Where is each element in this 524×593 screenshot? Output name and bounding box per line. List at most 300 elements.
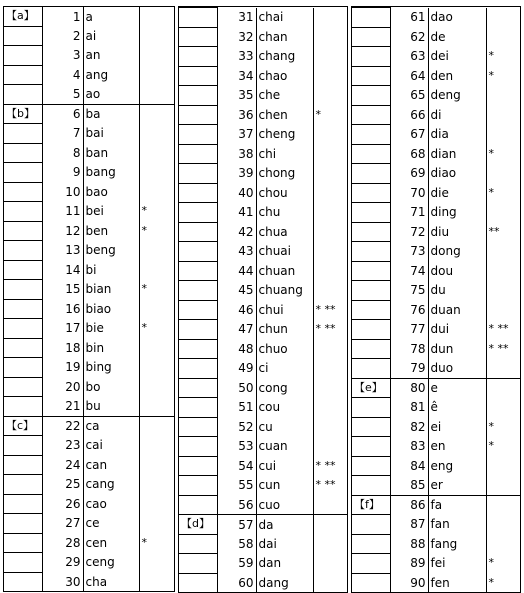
section-label (352, 47, 390, 67)
note-mark (313, 86, 347, 106)
row-number: 70 (390, 183, 428, 203)
pinyin-syllable: dui (428, 320, 486, 340)
table-row (4, 260, 174, 280)
row-number: 29 (42, 553, 83, 573)
note-mark (486, 300, 520, 320)
table-row (352, 27, 520, 47)
section-label (4, 46, 42, 66)
section-label (352, 203, 390, 223)
table-row (4, 143, 174, 163)
table-row (179, 398, 347, 418)
note-mark (486, 378, 520, 398)
row-number: 26 (42, 494, 83, 514)
section-label (352, 339, 390, 359)
pinyin-syllable: fei (428, 554, 486, 574)
section-label (352, 300, 390, 320)
row-number: 81 (390, 398, 428, 418)
table-row (179, 125, 347, 145)
table-row (4, 416, 174, 436)
pinyin-syllable: ca (83, 416, 139, 436)
note-mark: * (315, 107, 321, 121)
note-mark (313, 164, 347, 184)
pinyin-syllable: cheng (256, 125, 313, 145)
section-label (352, 8, 390, 28)
pinyin-syllable: cuan (256, 437, 313, 457)
table-row (4, 104, 174, 124)
table-row (179, 300, 347, 320)
note-mark (313, 534, 347, 554)
section-label (4, 241, 42, 261)
section-label (179, 398, 217, 418)
table-row (4, 7, 174, 26)
row-number: 85 (390, 476, 428, 496)
note-mark (139, 416, 174, 436)
note-mark (313, 378, 347, 398)
note-mark (313, 27, 347, 47)
pinyin-syllable: er (428, 476, 486, 496)
pinyin-syllable: ding (428, 203, 486, 223)
section-label (4, 143, 42, 163)
table-row (352, 554, 520, 574)
table-row (352, 222, 520, 242)
row-number: 57 (217, 515, 256, 535)
table-row (352, 437, 520, 457)
row-number: 86 (390, 495, 428, 515)
row-number: 62 (390, 27, 428, 47)
section-label (179, 320, 217, 340)
note-mark: ** (488, 224, 500, 238)
table-row (4, 202, 174, 222)
table-row (352, 515, 520, 535)
section-label (4, 124, 42, 144)
note-mark (313, 554, 347, 574)
section-label (352, 573, 390, 592)
note-mark (313, 8, 347, 28)
section-label (179, 281, 217, 301)
note-mark (313, 222, 347, 242)
note-mark: * (488, 439, 494, 453)
section-label (4, 260, 42, 280)
row-number: 10 (42, 182, 83, 202)
table-row (352, 476, 520, 496)
pinyin-syllable: bing (83, 358, 139, 378)
note-mark: * ** (315, 458, 336, 472)
table-row (352, 339, 520, 359)
pinyin-syllable: cen (83, 533, 139, 553)
pinyin-syllable: die (428, 183, 486, 203)
section-label (352, 105, 390, 125)
row-number: 33 (217, 47, 256, 67)
note-mark (486, 359, 520, 379)
table-row (4, 85, 174, 105)
pinyin-syllable: dang (256, 573, 313, 592)
note-mark: * (141, 535, 147, 549)
section-label (352, 86, 390, 106)
table-row (179, 515, 347, 535)
pinyin-syllable: bi (83, 260, 139, 280)
pinyin-syllable: chuo (256, 339, 313, 359)
table-row (4, 358, 174, 378)
pinyin-syllable: dao (428, 8, 486, 28)
note-mark (139, 514, 174, 534)
table-row (179, 8, 347, 28)
pinyin-syllable: bu (83, 397, 139, 417)
row-number: 41 (217, 203, 256, 223)
table-row (352, 495, 520, 515)
section-label (352, 320, 390, 340)
pinyin-syllable: ceng (83, 553, 139, 573)
section-label (4, 572, 42, 591)
row-number: 25 (42, 475, 83, 495)
pinyin-syllable: ba (83, 104, 139, 124)
note-mark (486, 27, 520, 47)
row-number: 13 (42, 241, 83, 261)
section-label (352, 144, 390, 164)
table-row (4, 221, 174, 241)
section-label (352, 554, 390, 574)
section-label (4, 26, 42, 46)
table-row (179, 86, 347, 106)
pinyin-syllable: fa (428, 495, 486, 515)
pinyin-syllable: chu (256, 203, 313, 223)
section-label (4, 65, 42, 85)
table-row (352, 398, 520, 418)
table-row (4, 299, 174, 319)
row-number: 78 (390, 339, 428, 359)
row-number: 74 (390, 261, 428, 281)
pinyin-syllable: chan (256, 27, 313, 47)
pinyin-syllable: dun (428, 339, 486, 359)
pinyin-syllable: fen (428, 573, 486, 592)
section-label (4, 163, 42, 183)
pinyin-syllable: duan (428, 300, 486, 320)
note-mark (486, 456, 520, 476)
note-mark (313, 261, 347, 281)
row-number: 18 (42, 338, 83, 358)
pinyin-syllable: beng (83, 241, 139, 261)
row-number: 47 (217, 320, 256, 340)
table-row (352, 261, 520, 281)
section-label (4, 358, 42, 378)
pinyin-syllable: chang (256, 47, 313, 67)
pinyin-syllable: en (428, 437, 486, 457)
row-number: 59 (217, 554, 256, 574)
table-row (352, 300, 520, 320)
row-number: 63 (390, 47, 428, 67)
row-number: 6 (42, 104, 83, 124)
note-mark (486, 495, 520, 515)
row-number: 49 (217, 359, 256, 379)
note-mark (139, 65, 174, 85)
section-label: 【f】 (352, 495, 390, 515)
section-label (179, 222, 217, 242)
pinyin-syllable: chong (256, 164, 313, 184)
section-label (179, 359, 217, 379)
pinyin-syllable: cha (83, 572, 139, 591)
row-number: 39 (217, 164, 256, 184)
table-row (4, 163, 174, 183)
section-label (179, 437, 217, 457)
table-row (4, 572, 174, 591)
row-number: 69 (390, 164, 428, 184)
section-label (352, 456, 390, 476)
note-mark (139, 572, 174, 591)
table-row (352, 281, 520, 301)
table-row (179, 495, 347, 515)
table-row (179, 534, 347, 554)
section-label: 【c】 (4, 416, 42, 436)
row-number: 83 (390, 437, 428, 457)
pinyin-syllable: cui (256, 456, 313, 476)
row-number: 58 (217, 534, 256, 554)
pinyin-syllable: cao (83, 494, 139, 514)
row-number: 72 (390, 222, 428, 242)
pinyin-syllable: de (428, 27, 486, 47)
section-label (179, 495, 217, 515)
section-label (4, 377, 42, 397)
section-label (4, 397, 42, 417)
section-label (179, 300, 217, 320)
note-mark (486, 261, 520, 281)
table-panel-3 (351, 6, 521, 593)
note-mark (139, 26, 174, 46)
row-number: 27 (42, 514, 83, 534)
table-row (4, 455, 174, 475)
pinyin-syllable: deng (428, 86, 486, 106)
section-label (4, 338, 42, 358)
row-number: 1 (42, 7, 83, 26)
section-label (179, 8, 217, 28)
note-mark (313, 495, 347, 515)
note-mark (486, 515, 520, 535)
note-mark (486, 281, 520, 301)
pinyin-syllable: ben (83, 221, 139, 241)
section-label (4, 494, 42, 514)
note-mark (313, 144, 347, 164)
section-label (179, 27, 217, 47)
section-label (179, 164, 217, 184)
section-label (179, 456, 217, 476)
pinyin-syllable: bai (83, 124, 139, 144)
row-number: 35 (217, 86, 256, 106)
row-number: 7 (42, 124, 83, 144)
note-mark (139, 377, 174, 397)
table-row (179, 476, 347, 496)
section-label (4, 319, 42, 339)
table-row (179, 573, 347, 592)
table-panel-2 (178, 6, 348, 593)
row-number: 37 (217, 125, 256, 145)
table-row (352, 164, 520, 184)
table-row (352, 320, 520, 340)
table-row (4, 241, 174, 261)
table-row (352, 359, 520, 379)
row-number: 48 (217, 339, 256, 359)
row-number: 12 (42, 221, 83, 241)
note-mark (139, 124, 174, 144)
note-mark (486, 242, 520, 262)
pinyin-syllable: chen (256, 105, 313, 125)
note-mark (486, 164, 520, 184)
section-label (352, 476, 390, 496)
row-number: 34 (217, 66, 256, 86)
row-number: 55 (217, 476, 256, 496)
section-label (352, 534, 390, 554)
section-label (4, 299, 42, 319)
note-mark (139, 436, 174, 456)
pinyin-syllable: fan (428, 515, 486, 535)
note-mark (139, 475, 174, 495)
note-mark: * ** (488, 341, 509, 355)
table-row (4, 533, 174, 553)
row-number: 88 (390, 534, 428, 554)
section-label (179, 203, 217, 223)
table-row (179, 66, 347, 86)
table-row (4, 436, 174, 456)
section-label (4, 436, 42, 456)
section-label (4, 553, 42, 573)
section-label (352, 398, 390, 418)
table-row (179, 320, 347, 340)
pinyin-syllable: ê (428, 398, 486, 418)
row-number: 52 (217, 417, 256, 437)
table-row (179, 261, 347, 281)
note-mark (486, 534, 520, 554)
pinyin-syllable: bo (83, 377, 139, 397)
table-row (4, 26, 174, 46)
row-number: 66 (390, 105, 428, 125)
row-number: 8 (42, 143, 83, 163)
table-row (179, 437, 347, 457)
section-label (179, 66, 217, 86)
table-row (4, 319, 174, 339)
note-mark (313, 359, 347, 379)
row-number: 19 (42, 358, 83, 378)
section-label (179, 378, 217, 398)
pinyin-syllable: dei (428, 47, 486, 67)
section-label (4, 221, 42, 241)
pinyin-syllable: bang (83, 163, 139, 183)
table-row (179, 105, 347, 125)
pinyin-syllable: ai (83, 26, 139, 46)
note-mark (313, 66, 347, 86)
note-mark: * (141, 223, 147, 237)
row-number: 60 (217, 573, 256, 592)
section-label: 【b】 (4, 104, 42, 124)
row-number: 20 (42, 377, 83, 397)
pinyin-syllable: chuang (256, 281, 313, 301)
section-label (352, 66, 390, 86)
row-number: 82 (390, 417, 428, 437)
note-mark (313, 437, 347, 457)
pinyin-syllable: den (428, 66, 486, 86)
note-mark (313, 242, 347, 262)
row-number: 79 (390, 359, 428, 379)
pinyin-syllable: dou (428, 261, 486, 281)
table-row (352, 144, 520, 164)
row-number: 9 (42, 163, 83, 183)
note-mark (139, 455, 174, 475)
row-number: 43 (217, 242, 256, 262)
row-number: 75 (390, 281, 428, 301)
section-label (179, 554, 217, 574)
section-label (352, 222, 390, 242)
row-number: 28 (42, 533, 83, 553)
note-mark (486, 125, 520, 145)
note-mark (139, 241, 174, 261)
table-row (179, 456, 347, 476)
row-number: 87 (390, 515, 428, 535)
pinyin-syllable: eng (428, 456, 486, 476)
row-number: 21 (42, 397, 83, 417)
pinyin-syllable: bao (83, 182, 139, 202)
row-number: 38 (217, 144, 256, 164)
table-row (179, 144, 347, 164)
table-row (179, 339, 347, 359)
pinyin-syllable: cong (256, 378, 313, 398)
note-mark (139, 163, 174, 183)
table-row (352, 417, 520, 437)
note-mark (139, 182, 174, 202)
table-row (352, 47, 520, 67)
note-mark (139, 46, 174, 66)
note-mark: * (141, 204, 147, 218)
row-number: 76 (390, 300, 428, 320)
section-label (4, 514, 42, 534)
pinyin-syllable: ci (256, 359, 313, 379)
pinyin-syllable: da (256, 515, 313, 535)
table-row (179, 183, 347, 203)
table-row (179, 359, 347, 379)
row-number: 54 (217, 456, 256, 476)
row-number: 40 (217, 183, 256, 203)
pinyin-syllable: chuan (256, 261, 313, 281)
note-mark: * ** (488, 322, 509, 336)
pinyin-syllable: cun (256, 476, 313, 496)
note-mark: * (141, 321, 147, 335)
row-number: 23 (42, 436, 83, 456)
pinyin-syllable: dan (256, 554, 313, 574)
table-row (4, 475, 174, 495)
pinyin-syllable: chi (256, 144, 313, 164)
section-label: 【a】 (4, 7, 42, 26)
pinyin-syllable: chuai (256, 242, 313, 262)
table-row (179, 242, 347, 262)
section-label (352, 359, 390, 379)
row-number: 89 (390, 554, 428, 574)
section-label (179, 47, 217, 67)
section-label (179, 144, 217, 164)
section-label (352, 515, 390, 535)
row-number: 56 (217, 495, 256, 515)
row-number: 45 (217, 281, 256, 301)
note-mark (139, 397, 174, 417)
pinyin-syllable: cang (83, 475, 139, 495)
table-row (352, 534, 520, 554)
note-mark (313, 417, 347, 437)
note-mark: * ** (315, 478, 336, 492)
section-label (352, 183, 390, 203)
row-number: 5 (42, 85, 83, 105)
table-row (4, 65, 174, 85)
table-row (179, 281, 347, 301)
pinyin-syllable: cou (256, 398, 313, 418)
section-label (179, 573, 217, 592)
table-row (179, 222, 347, 242)
note-mark (139, 299, 174, 319)
section-label (179, 261, 217, 281)
pinyin-syllable: chua (256, 222, 313, 242)
